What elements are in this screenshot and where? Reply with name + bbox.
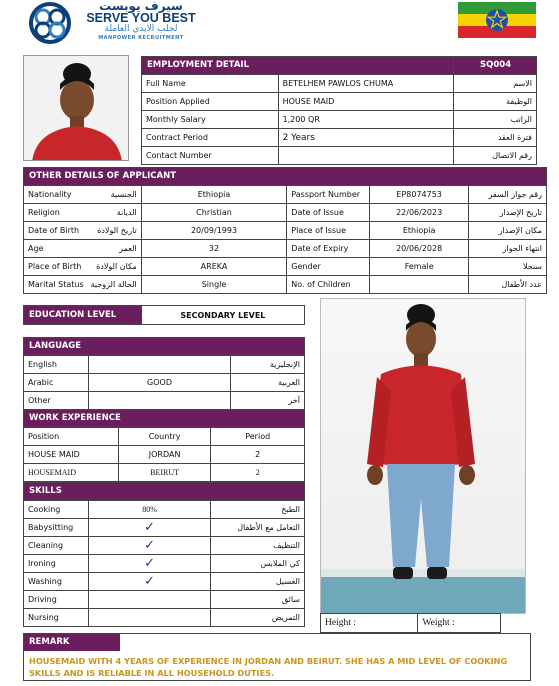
passport-value: EP8074753 xyxy=(370,186,469,204)
birthplace-label: Place of Birth xyxy=(28,262,82,271)
ethiopia-flag-icon xyxy=(458,2,536,38)
skills-heading: SKILLS xyxy=(24,483,305,501)
nursing-value xyxy=(88,609,210,627)
other-language-label: Other xyxy=(24,392,89,410)
other-language-arabic: آخر xyxy=(231,392,305,410)
nationality-arabic: الجنسية xyxy=(110,190,137,199)
logo-arabic-sub: لجلب الايدي العاملة xyxy=(104,24,178,34)
cleaning-label: Cleaning xyxy=(24,537,89,555)
driving-value xyxy=(88,591,210,609)
table-row xyxy=(24,258,547,276)
cleaning-check-icon: ✓ xyxy=(88,537,210,555)
table-row xyxy=(24,573,305,591)
education-label: EDUCATION LEVEL xyxy=(24,306,142,325)
issue-place-label: Place of Issue xyxy=(287,222,370,240)
ironing-check-icon: ✓ xyxy=(88,555,210,573)
nationality-label: Nationality xyxy=(28,190,72,199)
issue-date-value: 22/06/2023 xyxy=(370,204,469,222)
religion-value: Christian xyxy=(141,204,287,222)
education-value: SECONDARY LEVEL xyxy=(141,306,304,325)
religion-label: Religion xyxy=(28,208,60,217)
full-name-label: Full Name xyxy=(142,75,279,93)
work-header-position: Position xyxy=(24,428,119,446)
employment-detail-table xyxy=(141,56,537,165)
age-arabic: العمر xyxy=(119,244,137,253)
logo-subtitle: MANPOWER RECRUITMENT xyxy=(98,35,184,41)
work-country: JORDAN xyxy=(118,446,211,464)
expiry-value: 20/06/2028 xyxy=(370,240,469,258)
work-period: 2 xyxy=(211,464,305,482)
company-logo xyxy=(28,2,208,44)
age-label: Age xyxy=(28,244,44,253)
gender-arabic: سنجلا xyxy=(469,258,547,276)
passport-label: Passport Number xyxy=(287,186,370,204)
washing-arabic: الغسيل xyxy=(211,573,305,591)
marital-arabic: الحالة الزوجية xyxy=(90,280,137,289)
applicant-details-table xyxy=(23,167,547,294)
language-table xyxy=(23,337,305,410)
work-experience-table xyxy=(23,409,305,482)
english-label: English xyxy=(24,356,89,374)
passport-arabic: رقم جواز السفر xyxy=(469,186,547,204)
table-row xyxy=(24,204,547,222)
washing-label: Washing xyxy=(24,573,89,591)
birthplace-value: AREKA xyxy=(141,258,287,276)
cooking-arabic: الطبخ xyxy=(211,501,305,519)
table-row xyxy=(24,519,305,537)
position-value: HOUSE MAID xyxy=(278,93,454,111)
remark-text: HOUSEMAID WITH 4 YEARS OF EXPERIENCE IN JORDAN AND BEIRUT. SHE HAS A MID LEVEL OF COOKING SKILLS AND IS RELIABLE IN ALL HOUSEHOLD DUTIES. xyxy=(29,656,508,678)
marital-value: Single xyxy=(141,276,287,294)
dob-label: Date of Birth xyxy=(28,226,80,235)
language-heading: LANGUAGE xyxy=(24,338,305,356)
table-row xyxy=(24,374,305,392)
table-row xyxy=(24,609,305,627)
work-experience-heading: WORK EXPERIENCE xyxy=(24,410,305,428)
age-value: 32 xyxy=(141,240,287,258)
driving-label: Driving xyxy=(24,591,89,609)
arabic-value: GOOD xyxy=(88,374,230,392)
education-table xyxy=(23,305,305,325)
applicant-portrait-photo xyxy=(23,55,129,161)
position-arabic: الوظيفة xyxy=(454,93,537,111)
nursing-arabic: التمريض xyxy=(211,609,305,627)
table-row xyxy=(24,591,305,609)
salary-label: Monthly Salary xyxy=(142,111,279,129)
work-header-country: Country xyxy=(118,428,211,446)
employment-detail-heading: EMPLOYMENT DETAIL xyxy=(142,57,454,75)
issue-place-arabic: مكان الإصدار xyxy=(469,222,547,240)
weight-label: Weight : xyxy=(418,614,501,633)
dob-value: 20/09/1993 xyxy=(141,222,287,240)
babysitting-check-icon: ✓ xyxy=(88,519,210,537)
birthplace-arabic: مكان الولادة xyxy=(96,262,137,271)
table-row xyxy=(24,501,305,519)
table-row xyxy=(24,392,305,410)
contract-value: 2 Years xyxy=(278,129,454,147)
remark-heading: REMARK xyxy=(24,634,120,651)
cleaning-arabic: التنظيف xyxy=(211,537,305,555)
logo-emblem-icon xyxy=(28,2,72,44)
table-row xyxy=(24,537,305,555)
issue-date-label: Date of Issue xyxy=(287,204,370,222)
table-row xyxy=(24,276,547,294)
applicant-full-body-photo xyxy=(320,298,526,614)
table-row xyxy=(24,446,305,464)
work-period: 2 xyxy=(211,446,305,464)
full-name-arabic: الاسم xyxy=(454,75,537,93)
measurements-table xyxy=(320,613,501,633)
english-arabic: الإنجليزية xyxy=(231,356,305,374)
issue-date-arabic: تاريخ الإصدار xyxy=(469,204,547,222)
full-name-value: BETELHEM PAWLOS CHUMA xyxy=(278,75,454,93)
cooking-value: 80% xyxy=(88,501,210,519)
table-row xyxy=(24,356,305,374)
children-arabic: عدد الأطفال xyxy=(469,276,547,294)
babysitting-label: Babysitting xyxy=(24,519,89,537)
nursing-label: Nursing xyxy=(24,609,89,627)
salary-value: 1,200 QR xyxy=(278,111,454,129)
contact-label: Contact Number xyxy=(142,147,279,165)
dob-arabic: تاريخ الولادة xyxy=(97,226,137,235)
arabic-label: Arabic xyxy=(24,374,89,392)
children-value xyxy=(370,276,469,294)
english-value xyxy=(88,356,230,374)
work-position: HOUSE MAID xyxy=(24,446,119,464)
table-row xyxy=(24,555,305,573)
arabic-arabic: العربية xyxy=(231,374,305,392)
babysitting-arabic: التعامل مع الأطفال xyxy=(211,519,305,537)
table-row xyxy=(24,464,305,482)
work-header-period: Period xyxy=(211,428,305,446)
logo-arabic: سيرف يوبست xyxy=(99,0,183,13)
marital-label: Marital Status xyxy=(28,280,84,289)
gender-label: Gender xyxy=(287,258,370,276)
expiry-label: Date of Expiry xyxy=(287,240,370,258)
other-language-value xyxy=(88,392,230,410)
height-label: Height : xyxy=(321,614,418,633)
contact-value xyxy=(278,147,454,165)
children-label: No. of Children xyxy=(287,276,370,294)
table-row xyxy=(24,240,547,258)
cooking-label: Cooking xyxy=(24,501,89,519)
washing-check-icon: ✓ xyxy=(88,573,210,591)
contract-label: Contract Period xyxy=(142,129,279,147)
table-row xyxy=(24,186,547,204)
work-country: BEIRUT xyxy=(118,464,211,482)
salary-arabic: الراتب xyxy=(454,111,537,129)
ironing-arabic: كي الملابس xyxy=(211,555,305,573)
issue-place-value: Ethiopia xyxy=(370,222,469,240)
position-label: Position Applied xyxy=(142,93,279,111)
driving-arabic: سائق xyxy=(211,591,305,609)
applicant-code: SQ004 xyxy=(454,57,537,75)
religion-arabic: الديانة xyxy=(116,208,137,217)
ironing-label: Ironing xyxy=(24,555,89,573)
work-position: HOUSEMAID xyxy=(24,464,119,482)
remark-section xyxy=(23,633,531,681)
table-row xyxy=(24,222,547,240)
gender-value: Female xyxy=(370,258,469,276)
contact-arabic: رقم الاتصال xyxy=(454,147,537,165)
expiry-arabic: انتهاء الجواز xyxy=(469,240,547,258)
nationality-value: Ethiopia xyxy=(141,186,287,204)
logo-title: SERVE YOU BEST xyxy=(86,11,196,25)
applicant-details-heading: OTHER DETAILS OF APPLICANT xyxy=(24,168,547,186)
skills-table xyxy=(23,482,305,627)
contract-arabic: فترة العقد xyxy=(454,129,537,147)
